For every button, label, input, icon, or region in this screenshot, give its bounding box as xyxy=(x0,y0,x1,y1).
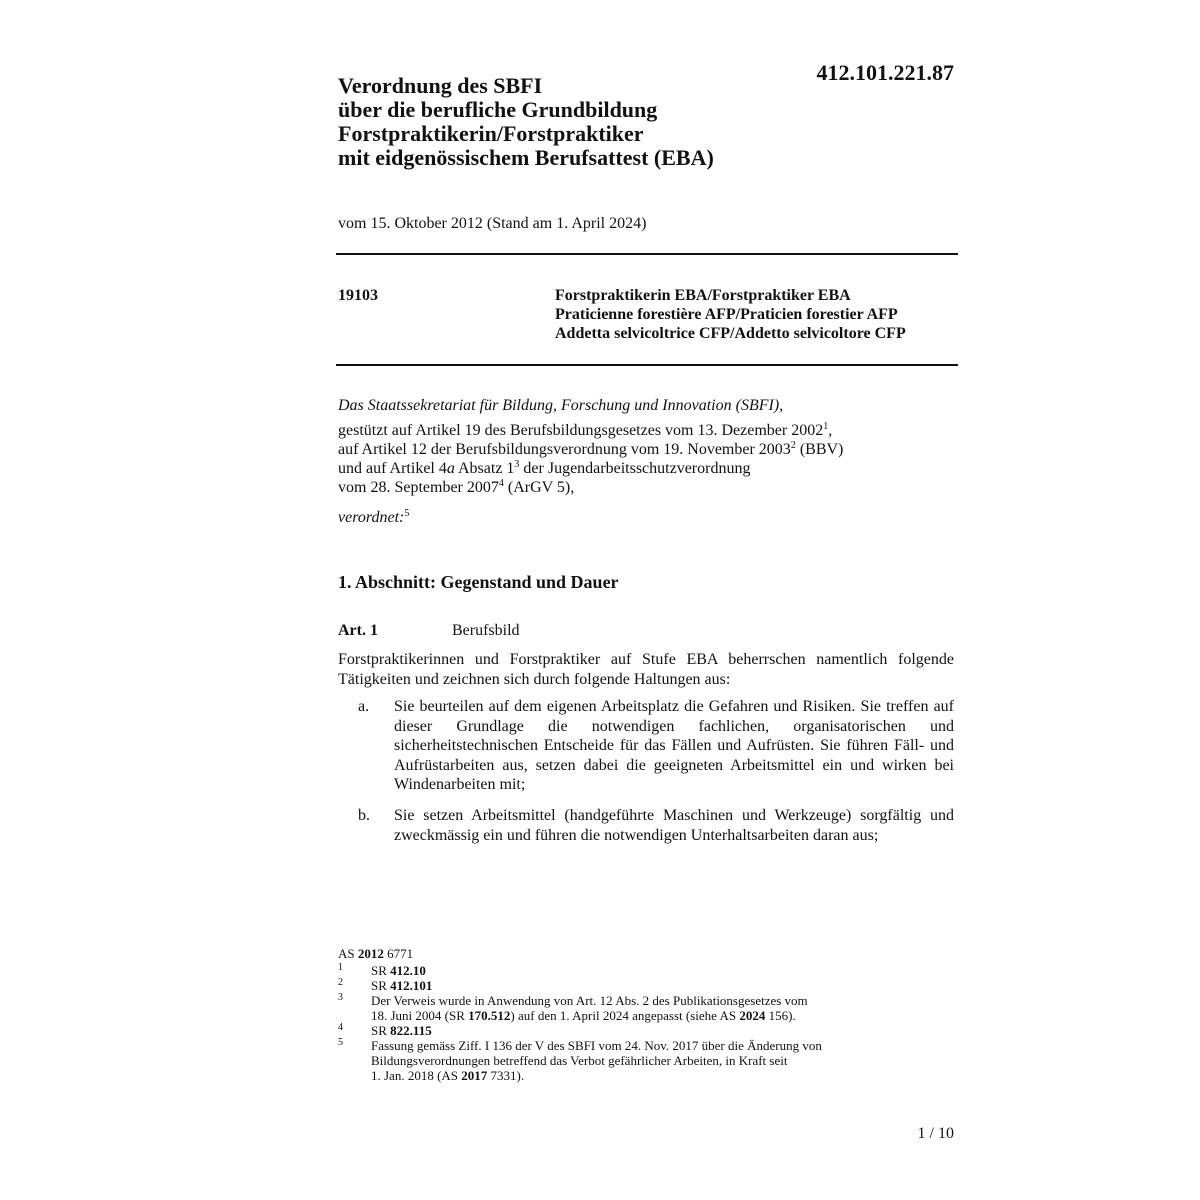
document-title xyxy=(338,74,808,170)
footnote-number: 4 xyxy=(338,1022,343,1033)
fn-text: 2024 xyxy=(739,1008,766,1023)
article-label: Art. 1 xyxy=(338,622,378,639)
basis-text: gestützt auf Artikel 19 des Berufsbildungsgesetzes vom 13. Dezember 2002 xyxy=(338,422,824,439)
ordains-text: verordnet: xyxy=(338,509,405,526)
fn-text: 7331). xyxy=(487,1068,525,1083)
basis-text: a xyxy=(446,460,455,477)
footnote xyxy=(338,963,958,978)
occupation-name-fr: Praticienne forestière AFP/Praticien forestier AFP xyxy=(555,306,898,323)
footnote xyxy=(338,993,958,1023)
basis-text: und auf Artikel 4 xyxy=(338,460,447,477)
fn-text: ) auf den 1. April 2024 angepasst (siehe AS xyxy=(510,1008,740,1023)
list-item xyxy=(338,697,954,795)
basis-text: auf Artikel 12 der Berufsbildungsverordnung vom 19. November 2003 xyxy=(338,441,791,458)
title-line: über die berufliche Grundbildung xyxy=(338,97,658,122)
divider-top xyxy=(336,253,958,255)
fn-text: 1. Jan. 2018 (AS xyxy=(371,1068,462,1083)
basis-line xyxy=(338,421,958,440)
fn-text: 412.101 xyxy=(390,978,433,993)
basis-text: (BBV) xyxy=(795,441,844,458)
basis-text: vom 28. September 2007 xyxy=(338,479,499,496)
fn-text: 6771 xyxy=(383,946,414,961)
footnote xyxy=(338,1023,958,1038)
footnote xyxy=(338,978,958,993)
footnote xyxy=(338,1038,958,1083)
footnote-number: 3 xyxy=(338,992,343,1003)
basis-line xyxy=(338,478,958,497)
basis-text: Absatz 1 xyxy=(454,460,515,477)
preamble-basis xyxy=(338,421,958,497)
occupation-name-it: Addetta selvicoltrice CFP/Addetto selvicoltore CFP xyxy=(555,325,906,342)
footnotes xyxy=(338,946,958,1083)
footnote-ref: 3 xyxy=(514,459,520,470)
occupation-name-de: Forstpraktikerin EBA/Forstpraktiker EBA xyxy=(555,287,851,304)
fn-text: 2017 xyxy=(461,1068,488,1083)
fn-text: SR xyxy=(371,963,391,978)
footnote-ref: 4 xyxy=(498,478,504,489)
footnote-number: 1 xyxy=(338,962,343,973)
footnote-number: 2 xyxy=(338,977,343,988)
list-item xyxy=(338,806,954,845)
occupation-code: 19103 xyxy=(338,287,378,304)
list-item-text: Sie setzen Arbeitsmittel (handgeführte Maschinen und Werkzeuge) sorgfältig und zweckmässig ein und führen die notwendigen Unterhaltsarbeiten daran aus; xyxy=(394,807,954,844)
fn-text: 170.512 xyxy=(468,1008,511,1023)
basis-line xyxy=(338,459,958,478)
fn-text: 18. Juni 2004 (SR xyxy=(371,1008,469,1023)
document-date: vom 15. Oktober 2012 (Stand am 1. April 2024) xyxy=(338,215,647,232)
basis-text: , xyxy=(828,422,833,439)
title-line: mit eidgenössischem Berufsattest (EBA) xyxy=(338,145,714,170)
fn-text: 822.115 xyxy=(390,1023,432,1038)
occupation-names xyxy=(555,286,959,343)
footnote-number: 5 xyxy=(338,1037,343,1048)
list-item-letter: b. xyxy=(358,807,370,824)
basis-line xyxy=(338,440,958,459)
basis-text: der Jugendarbeitsschutzverordnung xyxy=(519,460,751,477)
fn-text: SR xyxy=(371,978,391,993)
fn-text: Fassung gemäss Ziff. I 136 der V des SBFI vom 24. Nov. 2017 über die Änderung von xyxy=(371,1038,822,1053)
sr-number: 412.101.221.87 xyxy=(816,60,954,85)
list-item-text: Sie beurteilen auf dem eigenen Arbeitsplatz die Gefahren und Risiken. Sie treffen auf dieser Grundlage die notwendigen fachlichen, organisatorischen und sicherheitstechnischen Entscheide für das Fällen und Aufrüsten. Sie führen Fäll- und Aufrüstarbeiten aus, setzen dabei die geeigneten Arbeitsmittel ein und wirken bei Windenarbeiten mit; xyxy=(394,698,954,793)
fn-text: 156). xyxy=(765,1008,796,1023)
fn-text: 412.10 xyxy=(390,963,426,978)
fn-text: AS xyxy=(338,946,358,961)
footnote-ref: 1 xyxy=(823,421,829,432)
preamble-ordains xyxy=(338,508,409,528)
official-compilation-ref xyxy=(338,946,958,961)
list-item-letter: a. xyxy=(358,698,370,715)
title-line: Forstpraktikerin/Forstpraktiker xyxy=(338,121,644,146)
fn-text: SR xyxy=(371,1023,391,1038)
fn-text: Der Verweis wurde in Anwendung von Art. 12 Abs. 2 des Publikationsgesetzes vom xyxy=(371,993,808,1008)
divider-bottom xyxy=(336,364,958,366)
basis-text: (ArGV 5), xyxy=(503,479,575,496)
fn-text: 2012 xyxy=(357,946,384,961)
page-number: 1 / 10 xyxy=(917,1125,954,1142)
preamble-authority: Das Staatssekretariat für Bildung, Forschung und Innovation (SBFI), xyxy=(338,397,784,414)
footnote-ref: 5 xyxy=(404,508,410,519)
section-heading: 1. Abschnitt: Gegenstand und Dauer xyxy=(338,572,619,592)
article-title: Berufsbild xyxy=(452,622,520,639)
fn-text: Bildungsverordnungen betreffend das Verbot gefährlicher Arbeiten, in Kraft seit xyxy=(371,1053,788,1068)
article-intro: Forstpraktikerinnen und Forstpraktiker auf Stufe EBA beherrschen namentlich folgende Tätigkeiten und zeichnen sich durch folgende Haltungen aus: xyxy=(338,651,954,688)
title-line: Verordnung des SBFI xyxy=(338,73,543,98)
footnote-ref: 2 xyxy=(790,440,796,451)
